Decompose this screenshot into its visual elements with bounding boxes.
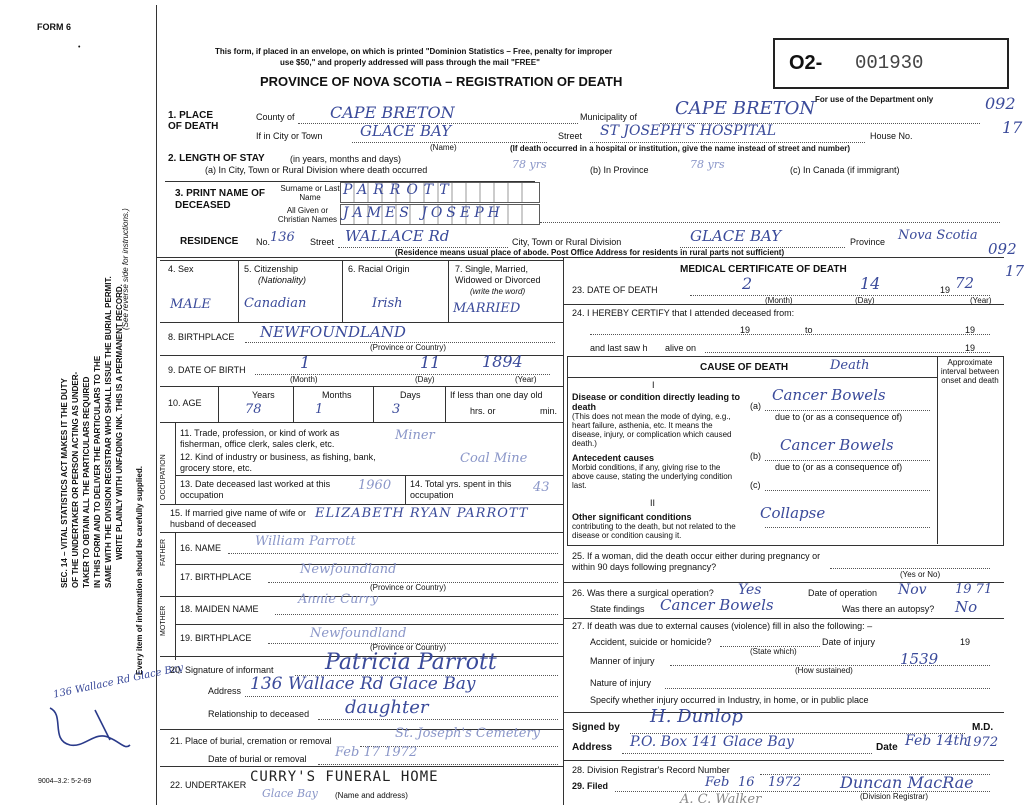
v-race (448, 260, 449, 322)
autopsy-value: No (955, 598, 978, 616)
death-date-line (690, 295, 990, 296)
informant-sig-label: 20. Signature of informant (170, 665, 274, 675)
q26-bottom (563, 618, 1004, 619)
street-value: ST JOSEPH'S HOSPITAL (600, 123, 777, 139)
roman-2: II (650, 498, 656, 508)
v-sex (238, 260, 239, 322)
residence-city-label: City, Town or Rural Division (512, 237, 622, 247)
due-to-1: due to (or as a consequence of) (775, 412, 903, 422)
q29-label: 29. Filed (572, 781, 609, 791)
given-label: All Given or Christian Names (277, 206, 338, 224)
age-v3 (373, 386, 374, 422)
residence-street: WALLACE Rd (345, 227, 450, 245)
last-saw: and last saw h (590, 343, 648, 353)
signed-label: Signed by (572, 722, 620, 733)
surname-value: PARROTT (343, 182, 455, 198)
mother-side-line (175, 596, 176, 660)
occ-14-label: 14. Total yrs. spent in this occupation (410, 479, 512, 500)
occ-13-value: 1960 (358, 478, 392, 493)
age-v1 (218, 386, 219, 422)
injury-19: 19 (960, 637, 971, 647)
q26-text: 26. Was there a surgical operation? (572, 588, 714, 598)
residence-city: GLACE BAY (690, 227, 782, 245)
given-value: JAMES JOSEPH (343, 205, 504, 221)
county-value: CAPE BRETON (330, 103, 455, 122)
residence-street-label: Street (310, 237, 335, 247)
signature-scrawl (40, 700, 135, 760)
industry-text: Specify whether injury occurred in Industry, in home, or in public place (590, 695, 869, 705)
stay-a-value: 78 yrs (512, 158, 547, 171)
mother-bp-label: 19. BIRTHPLACE (180, 633, 252, 643)
cause-a: (a) (750, 401, 761, 411)
dob-label: 9. DATE OF BIRTH (168, 365, 246, 375)
name-side-line (540, 222, 1000, 223)
cause-header: CAUSE OF DEATH (700, 362, 789, 373)
residence-province: Nova Scotia (898, 228, 978, 243)
informant-sig: Patricia Parrott (325, 650, 497, 675)
notice-line2: use $50," and properly addressed will pass through the mail "FREE" (280, 58, 540, 67)
cause-c: (c) (750, 480, 761, 490)
op-year: 19 71 (955, 582, 993, 597)
age-v4 (445, 386, 446, 422)
code-2: 17 (1002, 118, 1023, 137)
age-months: 1 (315, 402, 324, 417)
accident-label: Accident, suicide or homicide? (590, 637, 712, 647)
dob-bottom (160, 386, 563, 387)
occ-side-line (175, 422, 176, 504)
stay-c-label: (c) In Canada (if immigrant) (790, 165, 900, 175)
dob-day-hint: (Day) (415, 375, 435, 384)
certify-19b: 19 (965, 325, 976, 335)
marital-value: MARRIED (453, 301, 521, 316)
signed-value: H. Dunlop (650, 706, 743, 727)
age-hrs: hrs. or (470, 406, 496, 416)
filed-month: Feb (705, 775, 730, 790)
cause-b-line (765, 460, 930, 461)
q27-text: 27. If death was due to external causes (violence) fill in also the following: – (572, 621, 873, 631)
how-sustained: (How sustained) (795, 666, 853, 675)
q25-yes-no: (Yes or No) (900, 570, 941, 579)
citizenship-value: Canadian (244, 296, 307, 311)
form-number: 9004–3.2: 5-2-69 (38, 778, 92, 785)
birthplace-hint: (Province or Country) (370, 343, 447, 352)
undertaker-label: 22. UNDERTAKER (170, 780, 247, 790)
residence-province-label: Province (850, 237, 886, 247)
dob-year: 1894 (482, 352, 523, 371)
cause-b-value: Cancer Bowels (780, 436, 894, 454)
age-days-label: Days (400, 390, 421, 400)
residence-label: RESIDENCE (180, 236, 239, 247)
death-day-hint: (Day) (855, 296, 875, 305)
medical-header: MEDICAL CERTIFICATE OF DEATH (680, 264, 847, 275)
death-year: 72 (955, 274, 975, 292)
form-label: FORM 6 (37, 22, 72, 32)
registrar-signature: Duncan MacRae (840, 773, 974, 792)
alive-line (705, 352, 990, 353)
death-year-prefix: 19 (940, 285, 951, 295)
father-name-value: William Parrott (255, 534, 356, 549)
notice-line1: This form, if placed in an envelope, on which is printed "Dominion Statistics – Free, penalty for improper (215, 47, 613, 56)
antecedent-note: Morbid conditions, if any, giving rise to the above cause, stating the underlying condition last. (572, 463, 733, 490)
name-label: 3. PRINT NAME OF DECEASED (175, 188, 266, 211)
occ-12-label: 12. Kind of industry or business, as fishing, bank, grocery store, etc. (180, 452, 376, 473)
county-label: County of (256, 112, 295, 122)
mother-side: MOTHER (160, 605, 167, 636)
sex-value: MALE (170, 297, 211, 312)
occ-12-value: Coal Mine (460, 451, 528, 466)
burial-date: Feb 17 1972 (335, 745, 418, 760)
manner-label: Manner of injury (590, 656, 655, 666)
findings-label: State findings (590, 604, 645, 614)
citizenship-sub: (Nationality) (258, 275, 307, 285)
father-name-label: 16. NAME (180, 543, 222, 553)
informant-rel-label: Relationship to deceased (208, 709, 310, 719)
occupation-side: OCCUPATION (160, 454, 167, 500)
md-label: M.D. (972, 722, 994, 733)
dot-mark: • (78, 44, 81, 51)
margin-scribble: 136 Wallace Rd Glace Bay (52, 662, 185, 701)
reg-number: 001930 (855, 52, 924, 74)
city-label: If in City or Town (256, 131, 323, 141)
house-label: House No. (870, 131, 913, 141)
undertaker-sig: Glace Bay (262, 787, 318, 800)
certify-line (590, 334, 990, 335)
personal-top (160, 260, 563, 261)
other-note: contributing to the death, but not related to the disease or condition causing it. (572, 522, 736, 540)
place-label (168, 110, 228, 132)
undertaker-hint: (Name and address) (335, 791, 408, 800)
other-label: Other significant conditions (572, 512, 692, 522)
margin-line6: WRITE PLAINLY WITH UNFADING INK. THIS IS A PERMANENT RECORD. (115, 284, 124, 560)
interval-label: Approximate interval between onset and death (940, 358, 1000, 385)
sex-label: 4. Sex (168, 264, 194, 274)
age-months-label: Months (322, 390, 352, 400)
margin-line3: TAKER TO OBTAIN ALL THE PARTICULARS REQUIRED (82, 376, 91, 588)
address-value: P.O. Box 141 Glace Bay (630, 734, 794, 750)
occ-11-value: Miner (395, 428, 435, 443)
margin-line1: SEC. 14 – VITAL STATISTICS ACT MAKES IT THE DUTY (60, 378, 69, 588)
nature-label: Nature of injury (590, 678, 652, 688)
occ-14-value: 43 (533, 480, 550, 495)
margin-line7: Every item of information should be carefully supplied. (135, 466, 144, 675)
cause-header-line (567, 377, 937, 378)
burial-date-label: Date of burial or removal (208, 754, 307, 764)
registration-number-box (773, 38, 1009, 89)
dob-year-hint: (Year) (515, 375, 537, 384)
filed-signature: A. C. Walker (680, 792, 762, 807)
stay-label: 2. LENGTH OF STAY (168, 153, 265, 164)
stay-b-label: (b) In Province (590, 165, 649, 175)
date-value: Feb 14th (905, 733, 969, 749)
death-day: 14 (860, 274, 881, 293)
code-3: 092 (988, 240, 1017, 258)
certify-text: 24. I HEREBY CERTIFY that I attended deceased from: (572, 308, 795, 318)
q27-bottom (563, 712, 1004, 713)
citizenship-label: 5. Citizenship (244, 264, 299, 274)
margin-line2: OF THE UNDERTAKER OR PERSON ACTING AS UNDER- (71, 371, 80, 588)
sig-bottom (563, 760, 1004, 761)
age-years-label: Years (252, 390, 275, 400)
racial-label: 6. Racial Origin (348, 264, 410, 274)
q25-line (830, 568, 990, 569)
q25-text: 25. If a woman, did the death occur either during pregnancy or within 90 days following pregnancy? (572, 551, 821, 572)
certify-19c: 19 (965, 343, 976, 353)
age-label: 10. AGE (168, 398, 202, 408)
spouse-label: 15. If married give name of wife or husband of deceased (170, 508, 307, 529)
dob-day: 11 (420, 353, 441, 372)
interval-divider (937, 356, 938, 544)
occ-bottom (160, 504, 563, 505)
occ-11-label: 11. Trade, profession, or kind of work as fisherman, office clerk, sales clerk, etc. (180, 428, 340, 449)
op-date-label: Date of operation (808, 588, 878, 598)
death-date-label: 23. DATE OF DEATH (572, 285, 658, 295)
age-bottom (160, 422, 563, 423)
mother-bp-value: Newfoundland (310, 626, 407, 641)
divider-257 (156, 257, 1004, 258)
death-month-hint: (Month) (765, 296, 793, 305)
age-years: 78 (245, 402, 262, 417)
dob-month-hint: (Month) (290, 375, 318, 384)
dob-month: 1 (300, 353, 311, 372)
mother-bp-hint: (Province or Country) (370, 643, 447, 652)
marital-label: 7. Single, Married, Widowed or Divorced (455, 264, 541, 285)
left-border (156, 5, 157, 805)
autopsy-label: Was there an autopsy? (842, 604, 935, 614)
surname-label: Surname or Last Name (280, 184, 340, 202)
margin-line5: SAME WITH THE DIVISION REGISTRAR WHO SHALL ISSUE THE BURIAL PERMIT. (104, 276, 113, 588)
occ-line (175, 475, 563, 476)
municipality-label: Municipality of (580, 112, 638, 122)
city-name-hint: (Name) (430, 143, 457, 152)
code-1: 092 (985, 94, 1016, 113)
cause-a-line (765, 410, 930, 411)
city-value: GLACE BAY (360, 122, 452, 140)
informant-rel-line (318, 719, 558, 720)
burial-label: 21. Place of burial, cremation or removal (170, 736, 332, 746)
burial-value: St. Joseph's Cemetery (395, 726, 541, 741)
mother-maiden-value: Annie Curry (298, 592, 379, 607)
father-bp-hint: (Province or Country) (370, 583, 447, 592)
center-divider (563, 257, 564, 805)
registrar-hint: (Division Registrar) (860, 792, 929, 801)
birthplace-value: NEWFOUNDLAND (260, 323, 406, 341)
racial-value: Irish (372, 296, 403, 311)
roman-1: I (652, 380, 655, 390)
residence-no: 136 (270, 230, 295, 245)
informant-addr-label: Address (208, 686, 242, 696)
due-to-2: due to (or as a consequence of) (775, 462, 903, 472)
alive-on: alive on (665, 343, 697, 353)
stay-a-label: (a) In City, Town or Rural Division where death occurred (205, 165, 428, 175)
dept-use-label: For use of the Department only (815, 95, 934, 104)
mother-maiden-label: 18. MAIDEN NAME (180, 604, 259, 614)
cause-note: Death (830, 358, 870, 373)
date-year: 1972 (965, 735, 999, 750)
stay-b-value: 78 yrs (690, 158, 725, 171)
residence-no-label: No. (256, 237, 271, 247)
occ-13-label: 13. Date deceased last worked at this occupation (180, 479, 331, 500)
disease-label: Disease or condition directly leading to death (572, 392, 741, 412)
op-date: Nov (898, 582, 927, 598)
q28-text: 28. Division Registrar's Record Number (572, 765, 730, 775)
cause-a-value: Cancer Bowels (772, 386, 886, 404)
state-which: (State which) (750, 647, 797, 656)
v-cit (342, 260, 343, 322)
occ-v (405, 475, 406, 504)
filed-year: 1972 (768, 775, 802, 790)
code-4: 17 (1005, 262, 1025, 280)
marital-sub: (write the word) (470, 287, 526, 296)
antecedent-label: Antecedent causes (572, 453, 655, 463)
filed-day: 16 (738, 775, 755, 790)
street-line (590, 142, 865, 143)
burial-date-line (318, 764, 558, 765)
father-bp-label: 17. BIRTHPLACE (180, 572, 252, 582)
municipality-value: CAPE BRETON (675, 98, 816, 119)
q26-value: Yes (738, 582, 762, 598)
death-bottom (563, 304, 1004, 305)
father-name-line (228, 553, 558, 554)
mother-mid (175, 624, 563, 625)
cause-c-line (765, 490, 930, 491)
reg-prefix: O2- (789, 52, 823, 74)
age-v2 (293, 386, 294, 422)
cause-b: (b) (750, 451, 761, 461)
age-lt-label: If less than one day old (450, 390, 543, 400)
margin-line8: (See reverse side for instructions.) (121, 208, 130, 330)
other-line (765, 527, 930, 528)
nature-line (665, 688, 990, 689)
street-label: Street (558, 131, 583, 141)
place-label-text: 1. PLACE OF DEATH (168, 110, 219, 132)
father-bp-value: Newfoundland (300, 562, 397, 577)
undertaker-value: CURRY'S FUNERAL HOME (250, 769, 439, 785)
age-days: 3 (392, 402, 401, 417)
birthplace-label: 8. BIRTHPLACE (168, 332, 235, 342)
q25-bottom (563, 582, 1004, 583)
findings-value: Cancer Bowels (660, 596, 774, 614)
burial-bottom (160, 766, 563, 767)
disease-note: (This does not mean the mode of dying, e.g., heart failure, asthenia, etc. It means the disease, injury, or complication which caused death.) (572, 412, 732, 448)
death-month: 2 (742, 274, 753, 293)
age-min: min. (540, 406, 558, 416)
father-side: FATHER (160, 538, 167, 566)
mother-maiden-line (275, 614, 558, 615)
residence-note: (Residence means usual place of abode. Post Office Address for residents in rural parts not sufficient) (395, 248, 785, 257)
address-label: Address (572, 742, 613, 753)
informant-rel: daughter (345, 697, 429, 718)
spouse-bottom (160, 532, 563, 533)
date-label: Date (876, 742, 898, 753)
address-line (622, 753, 872, 754)
injury-date-label: Date of injury (822, 637, 876, 647)
stay-hint: (in years, months and days) (290, 154, 402, 164)
certify-19a: 19 (740, 325, 751, 335)
informant-addr: 136 Wallace Rd Glace Bay (250, 674, 476, 694)
death-year-hint: (Year) (970, 296, 992, 305)
spouse-value: ELIZABETH RYAN PARROTT (315, 506, 529, 521)
margin-line4: IN THIS FORM AND TO DELIVER THE PARTICULARS TO THE (93, 355, 102, 588)
certify-to: to (805, 325, 813, 335)
page-title: PROVINCE OF NOVA SCOTIA – REGISTRATION OF DEATH (260, 74, 623, 89)
hospital-note: (If death occurred in a hospital or institution, give the name instead of street and number) (510, 144, 851, 153)
manner-value: 1539 (900, 650, 939, 668)
other-value: Collapse (760, 504, 826, 522)
